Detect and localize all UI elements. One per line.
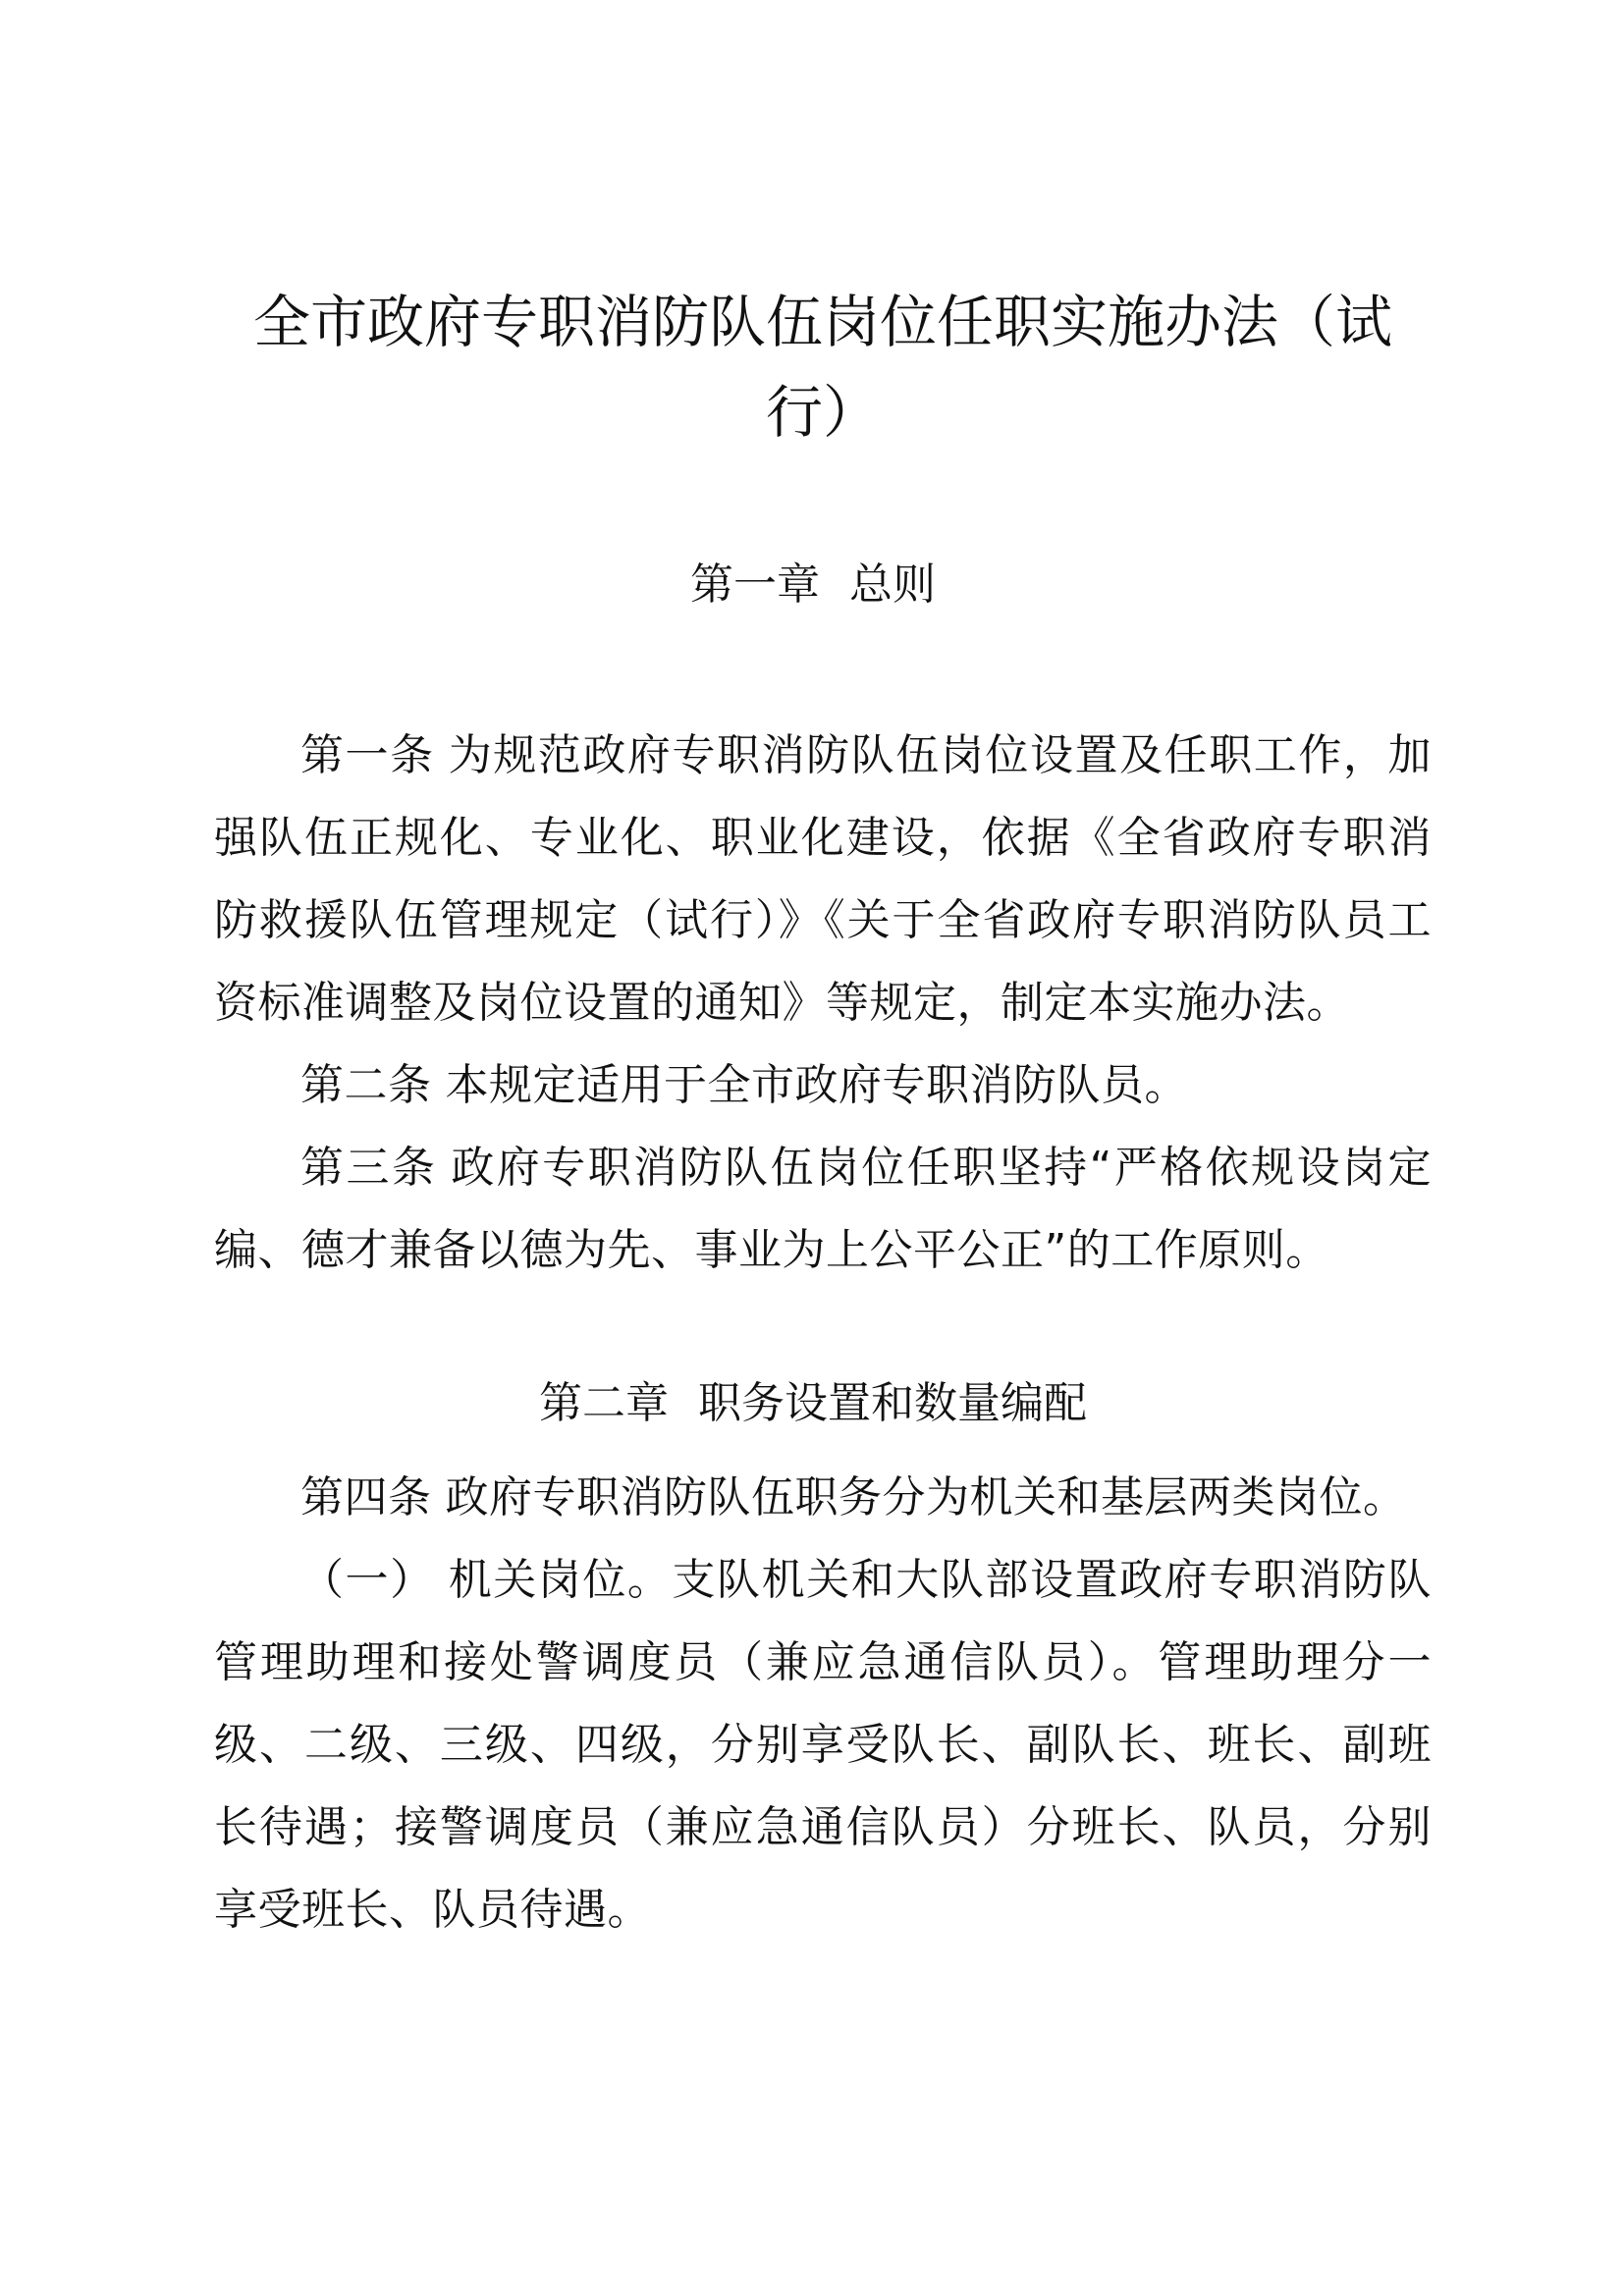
article-1 (214, 715, 1432, 1044)
item-label: （一） (300, 1555, 435, 1605)
item-1 (214, 1539, 1432, 1951)
article-label: 第二条 (300, 1060, 432, 1110)
article-3 (214, 1127, 1432, 1292)
article-text: 政府专职消防队伍职务分为机关和基层两类岗位。 (445, 1472, 1407, 1522)
chapter-name: 总则 (849, 560, 936, 610)
article-4 (214, 1457, 1432, 1539)
item-text: 机关岗位。支队机关和大队部设置政府专职消防队管理助理和接处警调度员（兼应急通信队员）。管理助理分一级、二级、三级、四级，分别享受队长、副队长、班长、副班长待遇；接警调度员（兼应急通信队员）分班长、队员，分别享受班长、队员待遇。 (214, 1555, 1432, 1935)
article-text: 政府专职消防队伍岗位任职坚持“严格依规设岗定编、德才兼备以德为先、事业为上公平公正”的工作原则。 (214, 1143, 1433, 1275)
article-2 (214, 1044, 1432, 1127)
chapter-heading-2 (214, 1374, 1412, 1433)
article-label: 第四条 (300, 1472, 432, 1522)
chapter-number: 第二章 (539, 1378, 669, 1428)
article-label: 第三条 (300, 1143, 438, 1193)
chapter-heading-1 (214, 556, 1412, 614)
article-text: 为规范政府专职消防队伍岗位设置及任职工作，加强队伍正规化、专业化、职业化建设，依据《全省政府专职消防救援队伍管理规定（试行）》《关于全省政府专职消防队员工资标准调整及岗位设置的通知》等规定，制定本实施办法。 (214, 730, 1432, 1028)
chapter-name: 职务设置和数量编配 (698, 1378, 1087, 1428)
chapter-number: 第一章 (690, 560, 820, 610)
article-text: 本规定适用于全市政府专职消防队员。 (445, 1060, 1188, 1110)
document-title: 全市政府专职消防队伍岗位任职实施办法（试行） (252, 289, 1392, 446)
article-label: 第一条 (300, 730, 435, 780)
